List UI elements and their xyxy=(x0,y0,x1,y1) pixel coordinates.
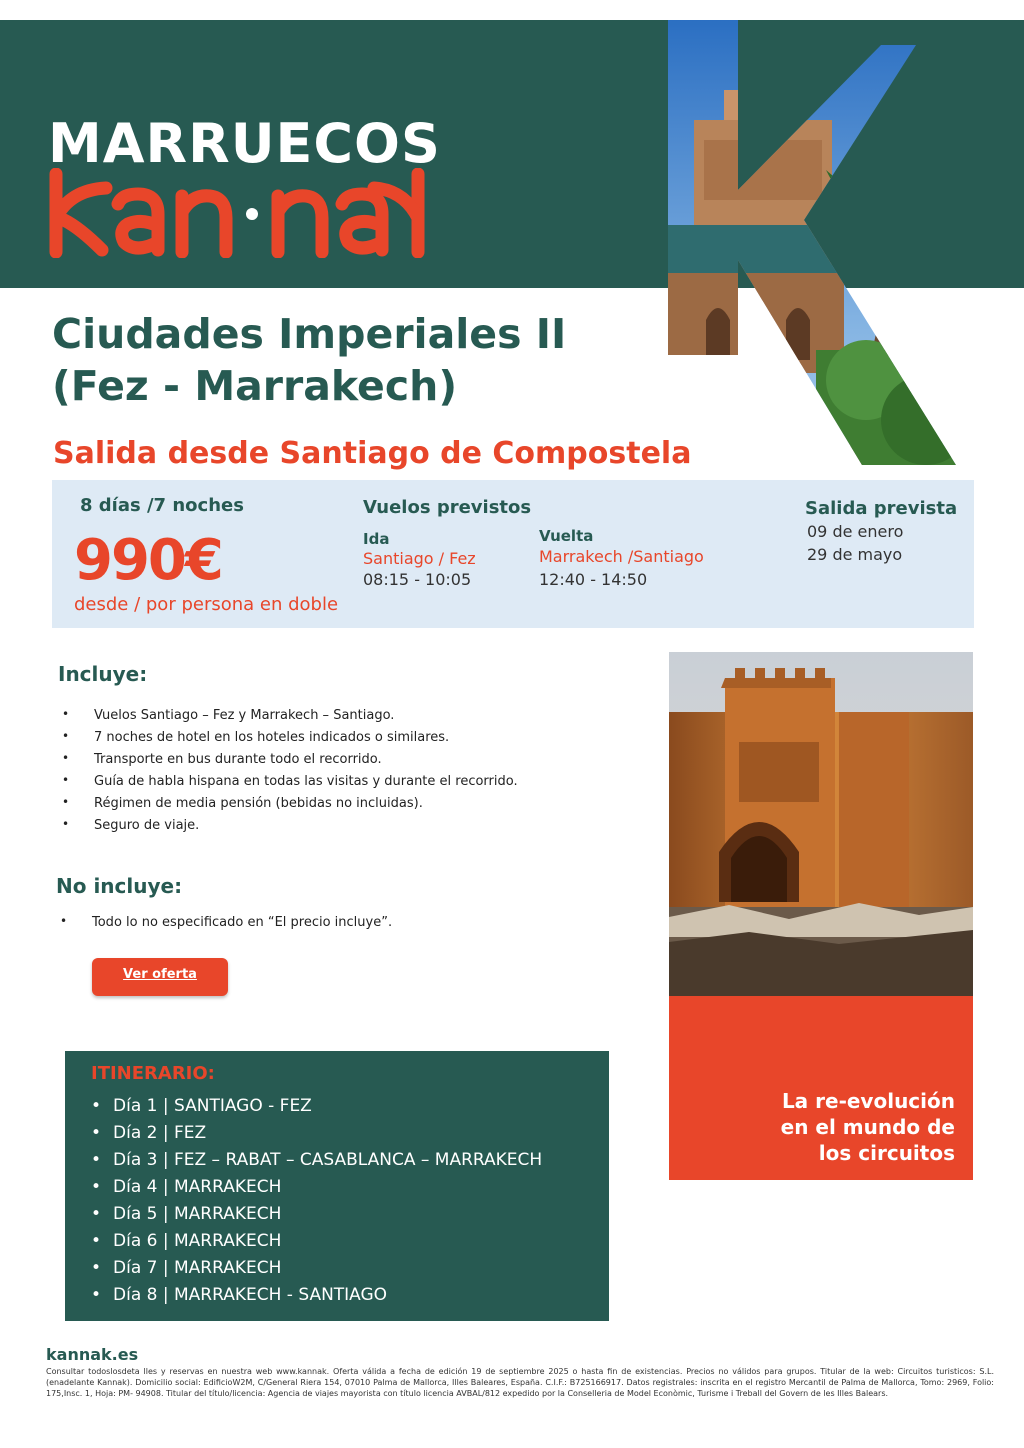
list-item: • Guía de habla hispana en todas las visitas y durante el recorrido. xyxy=(62,771,518,793)
departures-title: Salida prevista xyxy=(805,498,958,519)
itinerary-day: • Día 6 | MARRAKECH xyxy=(91,1228,542,1255)
legal-text: Consultar todoslosdeta lles y reservas en nuestra web www.kannak. Oferta válida a fecha de edición 19 de septiembre 2025 o hasta fin de existencias. Precios no válidos para grupos. Titular de la web: Circuitos turisticos: S.L.(enadelante Kannak). Domicilio social: EdificioW2M, C/General Riera 154, 07010 Palma de Mallorca, Illes Baleares, España. C.I.F.: B725166917. Datos registrales: inscrita en el registro Mercantil de Palma de Mallorca, Tomo: 2969, Folio: 175,Insc. 1, Hoja: PM- 94908. Titular del título/licencia: Agencia de viajes mayorista con título licencia AVBAL/812 expedido por la Conselleria de Model Econòmic, Turisme i Treball del Govern de les Illes Balears. xyxy=(46,1367,994,1398)
departure-date: 09 de enero xyxy=(807,522,904,541)
outbound-route: Santiago / Fez xyxy=(363,549,476,568)
itinerary-day: • Día 3 | FEZ – RABAT – CASABLANCA – MARRAKECH xyxy=(91,1147,542,1174)
list-item: • Vuelos Santiago – Fez y Marrakech – Santiago. xyxy=(62,705,518,727)
not-includes-list xyxy=(60,912,392,934)
tour-title xyxy=(52,308,566,412)
list-item: • 7 noches de hotel en los hoteles indicados o similares. xyxy=(62,727,518,749)
outbound-label: Ida xyxy=(363,530,390,548)
fez-gate-photo xyxy=(669,652,973,996)
itinerary-box xyxy=(65,1051,609,1321)
inbound-route: Marrakech /Santiago xyxy=(539,547,704,566)
tour-title-line1: Ciudades Imperiales II xyxy=(52,310,567,358)
slogan-box xyxy=(669,996,973,1180)
duration: 8 días /7 noches xyxy=(80,495,244,516)
inbound-label: Vuelta xyxy=(539,527,594,545)
flights-title: Vuelos previstos xyxy=(363,497,532,518)
list-item: • Régimen de media pensión (bebidas no incluidas). xyxy=(62,793,518,815)
website-link[interactable]: kannak.es xyxy=(46,1345,139,1364)
itinerary-day: • Día 1 | SANTIAGO - FEZ xyxy=(91,1093,542,1120)
k-shaped-tower-photo xyxy=(666,20,966,465)
ver-oferta-button[interactable]: Ver oferta xyxy=(92,958,228,996)
outbound-time: 08:15 - 10:05 xyxy=(363,570,472,589)
not-includes-title: No incluye: xyxy=(56,874,183,898)
itinerary-day: • Día 7 | MARRAKECH xyxy=(91,1255,542,1282)
departure-date: 29 de mayo xyxy=(807,545,903,564)
itinerary-list xyxy=(91,1093,542,1309)
itinerary-title: ITINERARIO: xyxy=(91,1063,215,1084)
departure-city: Salida desde Santiago de Compostela xyxy=(53,436,692,471)
slogan xyxy=(781,1088,955,1166)
itinerary-day: • Día 5 | MARRAKECH xyxy=(91,1201,542,1228)
slogan-line2: en el mundo de xyxy=(780,1115,955,1139)
includes-title: Incluye: xyxy=(58,662,148,686)
includes-list xyxy=(62,705,518,837)
slogan-line1: La re-evolución xyxy=(781,1089,955,1113)
slogan-line3: los circuitos xyxy=(818,1141,955,1165)
country-title: MARRUECOS xyxy=(48,112,441,175)
list-item: • Todo lo no especificado en “El precio incluye”. xyxy=(60,912,392,934)
kannak-logo xyxy=(46,168,426,258)
inbound-time: 12:40 - 14:50 xyxy=(539,570,648,589)
price-note: desde / por persona en doble xyxy=(74,594,339,615)
tour-title-line2: (Fez - Marrakech) xyxy=(52,362,458,410)
itinerary-day: • Día 4 | MARRAKECH xyxy=(91,1174,542,1201)
list-item: • Seguro de viaje. xyxy=(62,815,518,837)
itinerary-day: • Día 8 | MARRAKECH - SANTIAGO xyxy=(91,1282,542,1309)
price: 990€ xyxy=(74,528,222,593)
itinerary-day: • Día 2 | FEZ xyxy=(91,1120,542,1147)
list-item: • Transporte en bus durante todo el recorrido. xyxy=(62,749,518,771)
